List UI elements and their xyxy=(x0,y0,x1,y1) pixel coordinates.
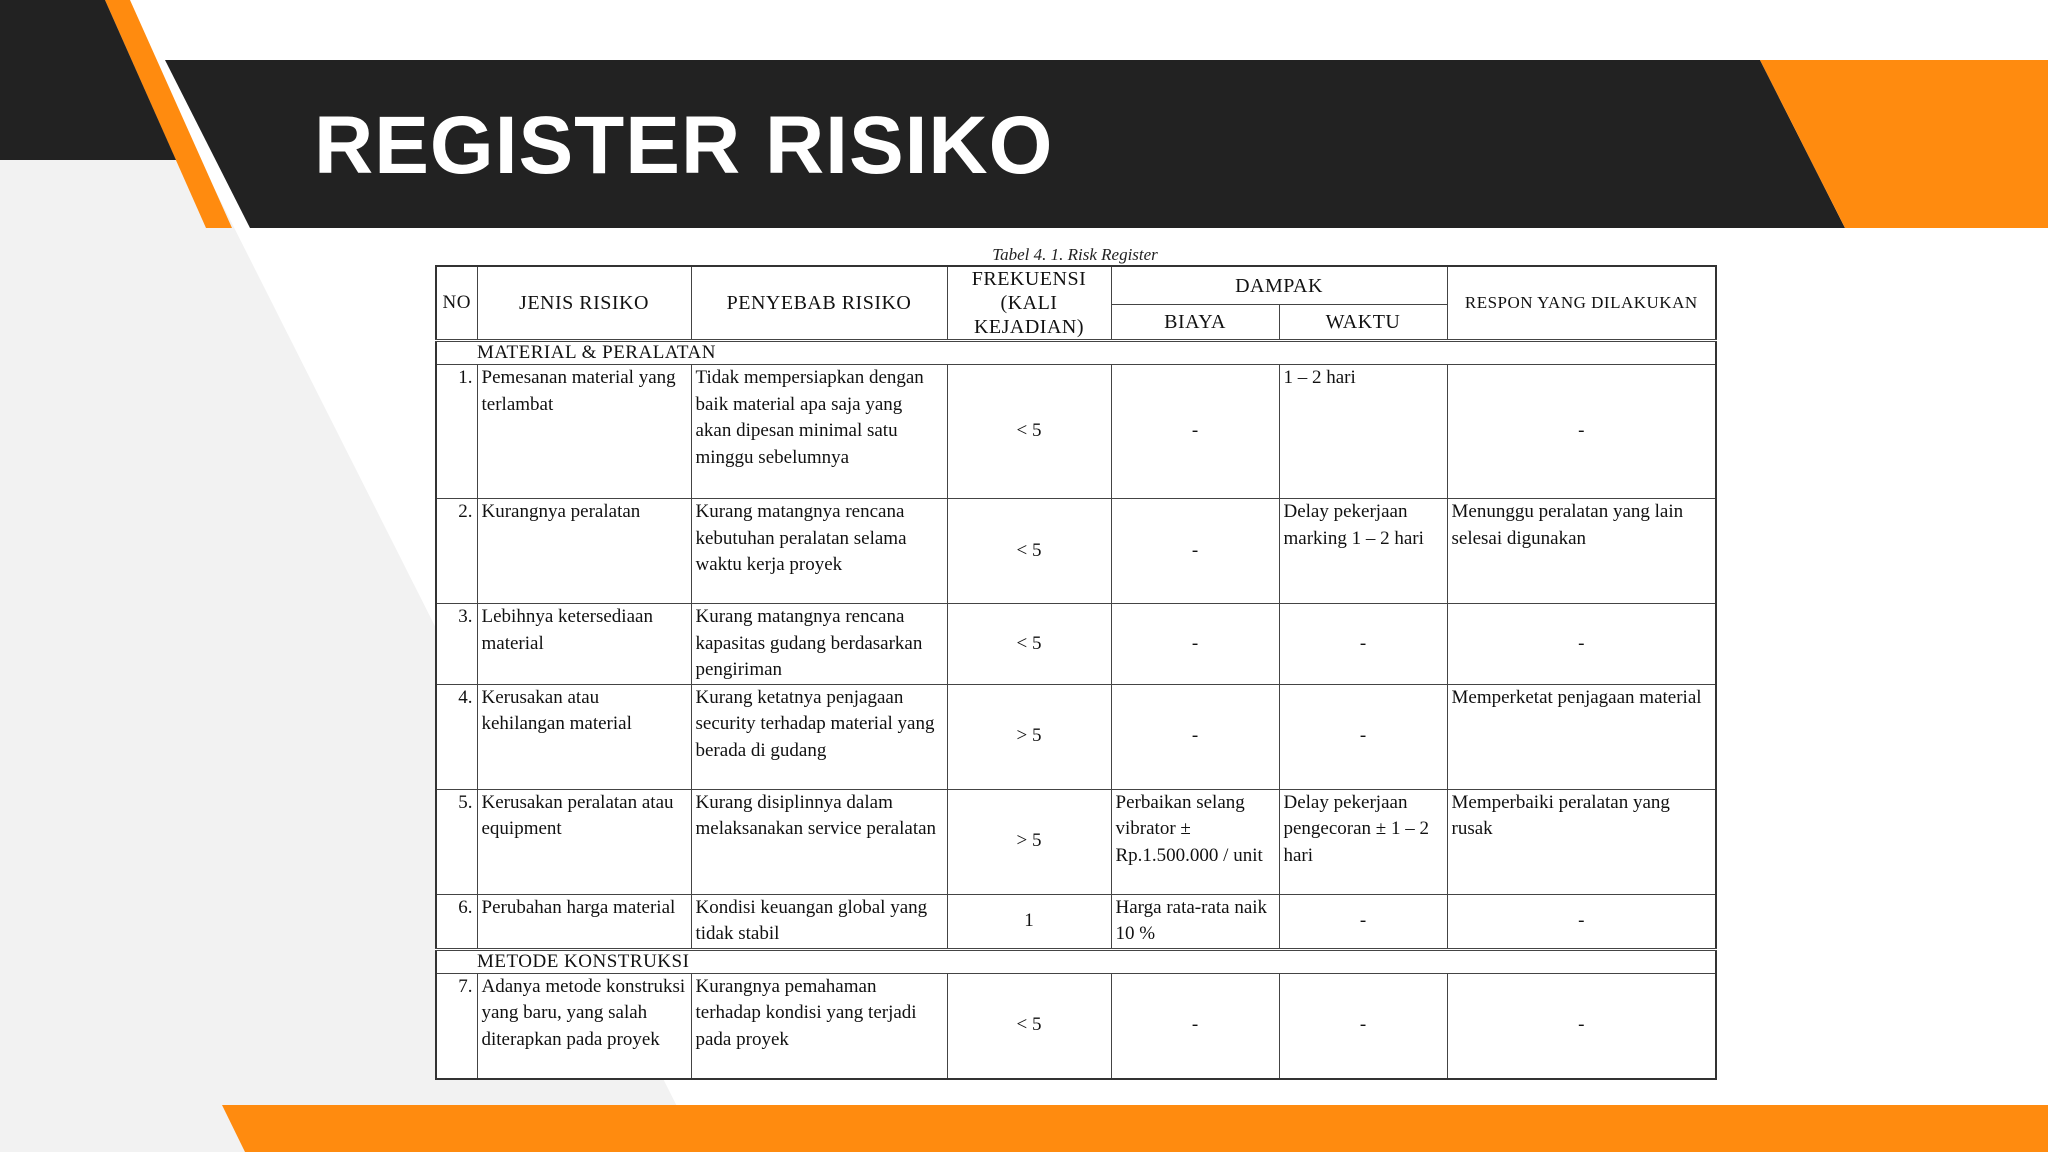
cell-respon: Memperketat penjagaan material xyxy=(1447,684,1716,789)
cell-frekuensi: < 5 xyxy=(947,365,1111,499)
cell-waktu: Delay pekerjaan pengecoran ± 1 – 2 hari xyxy=(1279,789,1447,894)
section-row-metode xyxy=(436,949,1716,973)
cell-penyebab: Kurang ketatnya penjagaan security terhadap material yang berada di gudang xyxy=(691,684,947,789)
cell-penyebab: Kurang matangnya rencana kebutuhan peralatan selama waktu kerja proyek xyxy=(691,499,947,604)
table-row xyxy=(436,973,1716,1079)
cell-jenis: Pemesanan material yang terlambat xyxy=(477,365,691,499)
table-row xyxy=(436,604,1716,685)
cell-no: 2. xyxy=(436,499,477,604)
table-caption: Tabel 4. 1. Risk Register xyxy=(992,245,1158,264)
cell-biaya: Perbaikan selang vibrator ± Rp.1.500.000 / unit xyxy=(1111,789,1279,894)
cell-respon: Memperbaiki peralatan yang rusak xyxy=(1447,789,1716,894)
cell-no: 7. xyxy=(436,973,477,1079)
cell-penyebab: Kurang disiplinnya dalam melaksanakan service peralatan xyxy=(691,789,947,894)
cell-biaya: - xyxy=(1111,684,1279,789)
table-row xyxy=(436,365,1716,499)
cell-no: 1. xyxy=(436,365,477,499)
cell-waktu: - xyxy=(1279,684,1447,789)
cell-penyebab: Kurangnya pemahaman terhadap kondisi yang terjadi pada proyek xyxy=(691,973,947,1079)
table-row xyxy=(436,894,1716,949)
header-penyebab-risiko: PENYEBAB RISIKO xyxy=(691,266,947,341)
header-waktu: WAKTU xyxy=(1279,305,1447,341)
cell-waktu: 1 – 2 hari xyxy=(1279,365,1447,499)
cell-penyebab: Kurang matangnya rencana kapasitas gudang berdasarkan pengiriman xyxy=(691,604,947,685)
cell-jenis: Kurangnya peralatan xyxy=(477,499,691,604)
cell-respon: - xyxy=(1447,973,1716,1079)
header-biaya: BIAYA xyxy=(1111,305,1279,341)
cell-biaya: - xyxy=(1111,973,1279,1079)
header-frekuensi xyxy=(947,266,1111,341)
cell-respon: - xyxy=(1447,894,1716,949)
cell-jenis: Adanya metode konstruksi yang baru, yang salah diterapkan pada proyek xyxy=(477,973,691,1079)
table-row xyxy=(436,789,1716,894)
cell-biaya: Harga rata-rata naik 10 % xyxy=(1111,894,1279,949)
table-row xyxy=(436,684,1716,789)
table-row xyxy=(436,499,1716,604)
cell-jenis: Kerusakan peralatan atau equipment xyxy=(477,789,691,894)
cell-waktu: - xyxy=(1279,894,1447,949)
risk-register-table xyxy=(435,265,1717,1080)
cell-waktu: - xyxy=(1279,604,1447,685)
cell-no: 6. xyxy=(436,894,477,949)
cell-biaya: - xyxy=(1111,604,1279,685)
cell-penyebab: Kondisi keuangan global yang tidak stabil xyxy=(691,894,947,949)
cell-jenis: Perubahan harga material xyxy=(477,894,691,949)
risk-register-table-container xyxy=(435,265,1715,1080)
cell-frekuensi: < 5 xyxy=(947,973,1111,1079)
cell-no: 3. xyxy=(436,604,477,685)
cell-penyebab: Tidak mempersiapkan dengan baik material apa saja yang akan dipesan minimal satu minggu sebelumnya xyxy=(691,365,947,499)
cell-respon: - xyxy=(1447,604,1716,685)
section-label: METODE KONSTRUKSI xyxy=(436,949,1716,973)
cell-respon: Menunggu peralatan yang lain selesai digunakan xyxy=(1447,499,1716,604)
cell-waktu: - xyxy=(1279,973,1447,1079)
cell-frekuensi: > 5 xyxy=(947,684,1111,789)
header-dampak: DAMPAK xyxy=(1111,266,1447,305)
cell-frekuensi: < 5 xyxy=(947,499,1111,604)
cell-frekuensi: < 5 xyxy=(947,604,1111,685)
cell-jenis: Kerusakan atau kehilangan material xyxy=(477,684,691,789)
cell-no: 4. xyxy=(436,684,477,789)
slide-title: REGISTER RISIKO xyxy=(314,100,1054,191)
cell-waktu: Delay pekerjaan marking 1 – 2 hari xyxy=(1279,499,1447,604)
header-no: NO xyxy=(436,266,477,341)
header-jenis-risiko: JENIS RISIKO xyxy=(477,266,691,341)
cell-frekuensi: > 5 xyxy=(947,789,1111,894)
orange-bottom-band xyxy=(222,1105,2048,1152)
header-frekuensi-label: FREKUENSI xyxy=(971,268,1087,290)
header-frekuensi-sublabel: (KALI KEJADIAN) xyxy=(973,292,1085,338)
section-row-material xyxy=(436,341,1716,365)
cell-biaya: - xyxy=(1111,499,1279,604)
cell-jenis: Lebihnya ketersediaan material xyxy=(477,604,691,685)
section-label: MATERIAL & PERALATAN xyxy=(436,341,1716,365)
cell-respon: - xyxy=(1447,365,1716,499)
cell-biaya: - xyxy=(1111,365,1279,499)
cell-no: 5. xyxy=(436,789,477,894)
cell-frekuensi: 1 xyxy=(947,894,1111,949)
header-respon: RESPON YANG DILAKUKAN xyxy=(1447,266,1716,341)
